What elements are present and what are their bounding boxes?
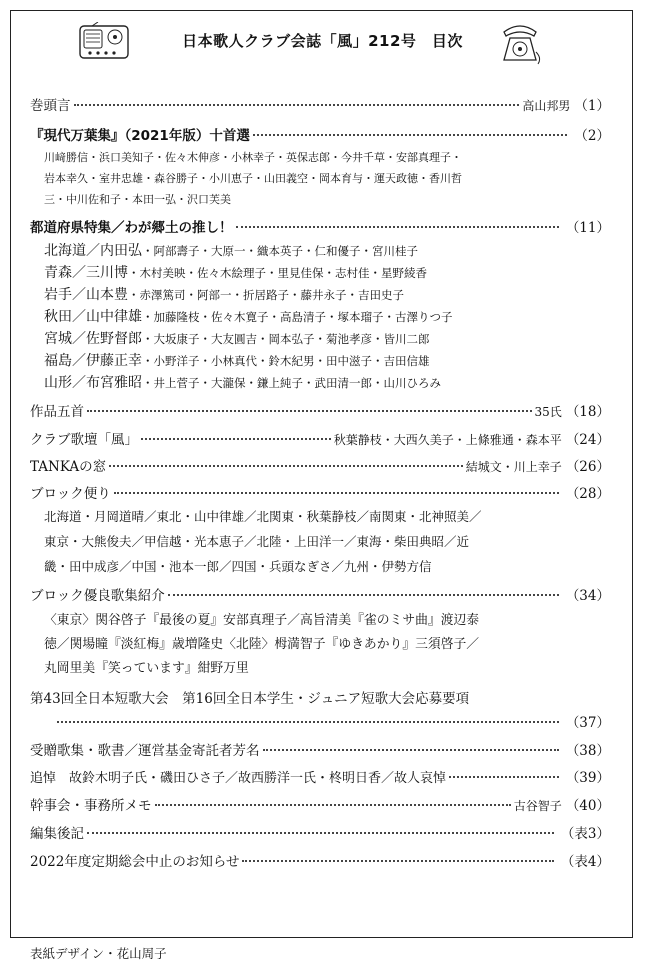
toc-title: 追悼 故鈴木明子氏・磯田ひさ子／故西勝洋一氏・柊明日香／故人哀悼 (30, 771, 447, 786)
toc-title: 巻頭言 (30, 98, 71, 114)
toc-title: 幹事会・事務所メモ (30, 798, 152, 814)
toc-author: 古谷智子 (513, 799, 562, 813)
dot-leader (74, 104, 520, 106)
pref-line-yamagata: 山形／布宮雅昭・井上菅子・大瀧保・鎌上純子・武田清一郎・山川ひろみ (44, 375, 441, 391)
toc-page: （2） (574, 128, 610, 144)
manyo-line: 岩本幸久・室井忠雄・森谷勝子・小川恵子・山田義空・岡本育与・運天政徳・香川哲 (44, 172, 462, 185)
manyo-line: 川﨑勝信・浜口美知子・佐々木伸彦・小林幸子・英保志郎・今井千草・安部真理子・ (44, 151, 462, 164)
toc-page: （24） (565, 432, 610, 448)
dot-leader (449, 776, 559, 778)
toc-tanka[interactable] (30, 455, 610, 475)
toc-title: 編集後記 (30, 826, 84, 842)
toc-page: （37） (565, 715, 610, 731)
toc-tsuito[interactable] (30, 766, 610, 786)
dot-leader (242, 860, 553, 862)
toc-title: クラブ歌壇「風」 (30, 432, 138, 448)
toc-jusho[interactable] (30, 739, 610, 759)
toc-title: 第43回全日本短歌大会 第16回全日本学生・ジュニア短歌大会応募要項 (30, 691, 470, 707)
toc-author: 秋葉静枝・大西久美子・上條雅通・森本平 (333, 433, 562, 447)
toc-taikai-page[interactable] (54, 711, 610, 731)
dot-leader (57, 721, 559, 723)
dot-leader (236, 226, 559, 228)
dot-leader (87, 832, 554, 834)
dot-leader (155, 804, 511, 806)
toc-title: ブロック優良歌集紹介 (30, 588, 165, 604)
dot-leader (109, 465, 463, 467)
block-line: 東京・大熊俊夫／甲信越・光本恵子／北陸・上田洋一／東海・柴田典昭／近 (44, 534, 470, 549)
toc-author: 結城文・川上幸子 (465, 460, 562, 474)
block-line: 畿・田中成彦／中国・池本一郎／四国・兵頭なぎさ／九州・伊勢方信 (44, 559, 432, 574)
toc-block[interactable] (30, 482, 610, 502)
yuryo-line: 徳／関場瞳『淡紅梅』歳増隆史〈北陸〉栂満智子『ゆきあかり』三須啓子／ (44, 637, 480, 652)
toc-page: （38） (565, 743, 610, 759)
toc-page: （28） (565, 486, 610, 502)
yuryo-line: 丸岡里美『笑っています』紺野万里 (44, 661, 249, 676)
toc-author: 高山邦男 (522, 99, 571, 113)
toc-kanji[interactable] (30, 794, 610, 814)
dot-leader (168, 594, 559, 596)
toc-page: （1） (574, 98, 610, 114)
pref-line-miyagi: 宮城／佐野督郎・大坂康子・大友圓吉・岡本弘子・菊池孝彦・皆川二郎 (44, 331, 430, 347)
toc-title: 作品五首 (30, 404, 84, 420)
page-title: 日本歌人クラブ会誌「風」212号 目次 (182, 32, 463, 50)
toc-title: 2022年度定期総会中止のお知らせ (30, 854, 240, 870)
manyo-line: 三・中川佐和子・本田一弘・沢口芙美 (44, 193, 231, 206)
toc-page: （34） (565, 588, 610, 604)
toc-page: （18） (565, 404, 610, 420)
toc-soukai[interactable] (30, 850, 610, 870)
dot-leader (263, 749, 559, 751)
pref-line-akita: 秋田／山中律雄・加藤隆枝・佐々木寛子・高島清子・塚本瑠子・古澤りつ子 (44, 309, 453, 325)
cover-design-credit: 表紙デザイン・花山周子 (30, 946, 167, 961)
pref-line-iwate: 岩手／山本豊・赤澤篤司・阿部一・折居路子・藤井永子・吉田史子 (44, 287, 404, 303)
toc-page: （11） (565, 220, 610, 236)
toc-todofuken[interactable] (30, 216, 610, 236)
toc-page: （表3） (560, 826, 610, 842)
toc-title: 『現代万葉集』（2021年版）十首選 (30, 128, 250, 144)
toc-sakuhin[interactable] (30, 400, 610, 420)
toc-author: 35氏 (534, 405, 562, 419)
toc-title: TANKAの窓 (30, 459, 107, 475)
dot-leader (253, 134, 568, 136)
toc-taikai-title[interactable] (30, 687, 610, 707)
toc-page: （40） (565, 798, 610, 814)
toc-yuryo[interactable] (30, 584, 610, 604)
toc-title: 都道府県特集／わが郷土の推し！ (30, 220, 233, 236)
toc-henshu[interactable] (30, 822, 610, 842)
toc-page: （39） (565, 770, 610, 786)
toc-kantougen[interactable] (30, 94, 610, 114)
pref-line-aomori: 青森／三川博・木村美映・佐々木絵理子・里見佳保・志村佳・星野綾香 (44, 265, 427, 281)
yuryo-line: 〈東京〉関谷啓子『最後の夏』安部真理子／高旨清美『雀のミサ曲』渡辺泰 (44, 613, 480, 628)
dot-leader (141, 438, 331, 440)
toc-page: （表4） (560, 854, 610, 870)
block-line: 北海道・月岡道晴／東北・山中律雄／北関東・秋葉静枝／南関東・北神照美／ (44, 509, 482, 524)
dot-leader (114, 492, 559, 494)
telephone-illustration (498, 18, 542, 66)
toc-page: （26） (565, 459, 610, 475)
toc-title: 受贈歌集・歌書／運営基金寄託者芳名 (30, 743, 260, 759)
pref-line-fukushima: 福島／伊藤正幸・小野洋子・小林真代・鈴木紀男・田中滋子・吉田信雄 (44, 353, 430, 369)
dot-leader (87, 410, 532, 412)
pref-line-hokkaido: 北海道／内田弘・阿部壽子・大原一・織本英子・仁和優子・宮川桂子 (44, 243, 418, 259)
toc-kadan[interactable] (30, 428, 610, 448)
toc-title: ブロック便り (30, 486, 111, 502)
toc-manyo[interactable] (30, 124, 610, 144)
